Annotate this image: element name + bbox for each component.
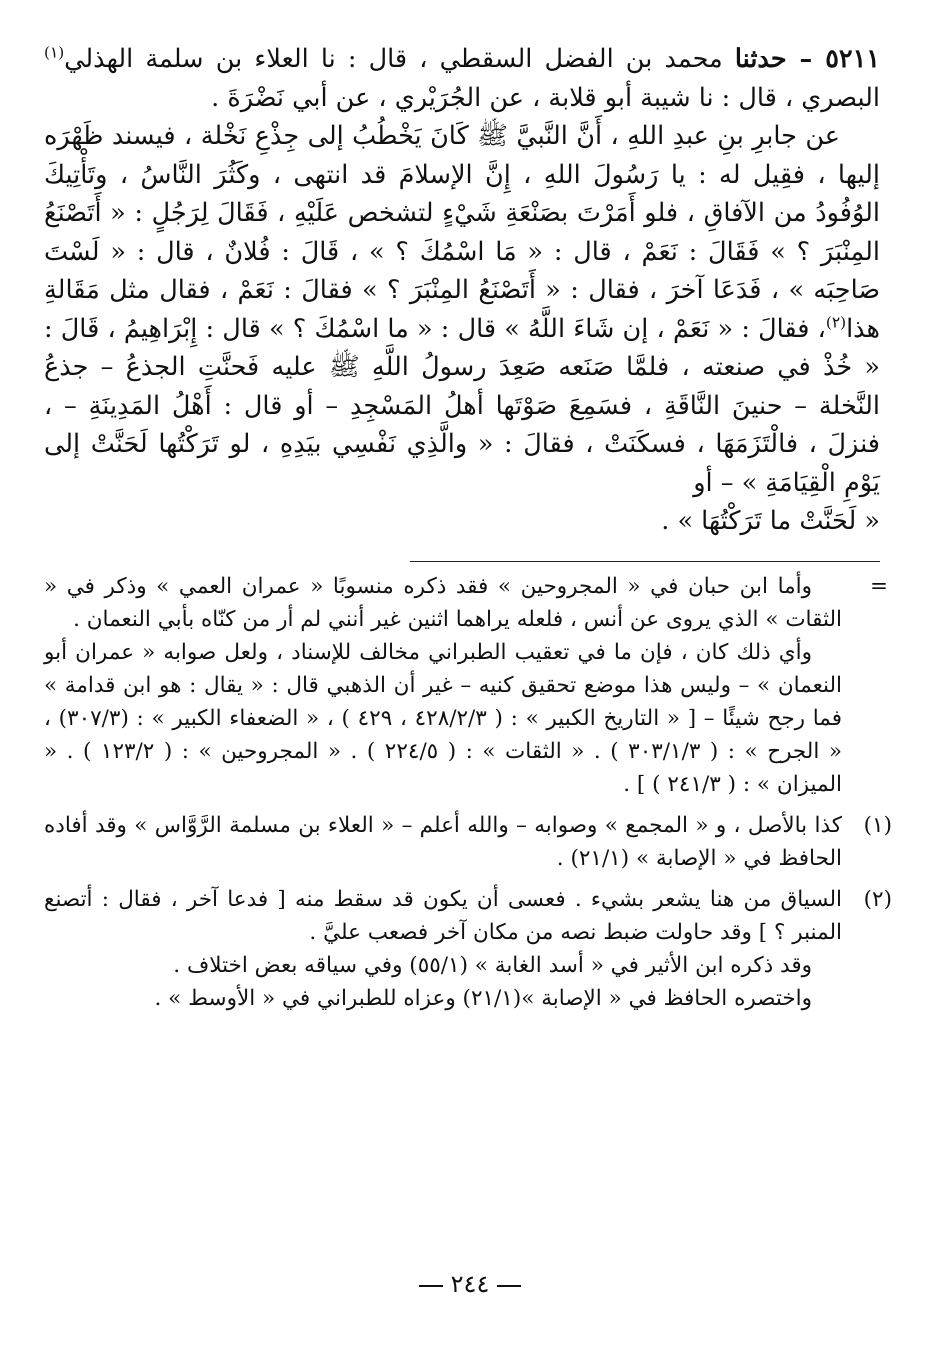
footnote-2-paragraph-2: وقد ذكره ابن الأثير في « أسد الغابة » (٥٥/١) وفي سياقه بعض اختلاف . xyxy=(173,952,812,978)
note-continuation-p2: وأي ذلك كان ، فإن ما في تعقيب الطبراني مخالف للإسناد ، ولعل صوابه « عمران أبو النعمان » – وليس هذا موضع تحقيق كنيه – غير أن الذهبي قال : « يقال : هو ابن قدامة » فما رجح شيئًا – [ « التاريخ الكبير » : ( ٤٢٨/٢/٣ ، ٤٢٩ ) ، « الضعفاء الكبير » : (٣٠٧/٣) ، « الجرح » : ( ٣٠٣/١/٣ ) . « الثقات » : ( ٢٢٤/٥ ) . « المجروحين » : ( ١٢٣/٢ ) . « الميزان » : ( ٢٤١/٣ ) ] . xyxy=(44,639,842,797)
isnad-part-2: البصري ، قال : نا شيبة أبو قلابة ، عن الجُرَيْري ، عن أبي نَضْرَةَ . xyxy=(211,82,880,113)
footnote-divider xyxy=(410,561,880,562)
hadith-text xyxy=(44,40,880,541)
matn-part-2: ، فقالَ : « نَعَمْ ، إن شَاءَ اللَّهُ » قال : « ما اسْمُكَ ؟ » قال : إِبْرَاهِيمُ ، قَالَ : « خُذْ في صنعته ، فلمَّا صَنَعه صَعِدَ رسولُ اللَّهِ ﷺ عليه فَحنَّتِ الجذعُ – جذعُ النَّخلة – حنينَ النَّاقَةِ ، فسَمِعَ صَوْتَها أهلُ المَسْجِدِ – أو قال : أَهْلُ المَدِينَةِ – ، فنزلَ ، فالْتَزَمَهَا ، فسكَنَتْ ، فقالَ : « والَّذِي نَفْسِي بيَدِهِ ، لو تَرَكْتُها لَحَنَّتْ إلى يَوْمِ الْقِيَامَةِ » – أو xyxy=(44,313,880,498)
matn-last-line: « لَحَنَّتْ ما تَرَكْتُهَا » . xyxy=(661,506,880,536)
hadith-number: ٥٢١١ xyxy=(825,44,880,74)
footnote-ref-1: (١) xyxy=(44,43,65,62)
continuation-mark: = xyxy=(869,573,888,599)
page-number-value: ٢٤٤ xyxy=(450,1270,490,1298)
document-page xyxy=(44,40,892,1015)
hadith-matn xyxy=(44,117,880,502)
footnote-2-text: السياق من هنا يشعر بشيء . فعسى أن يكون قد سقط منه [ فدعا آخر ، فقال : أتصنع المنبر ؟ ] وقد حاولت ضبط نصه من مكان آخر فصعب عليَّ . xyxy=(44,886,842,945)
footnotes xyxy=(44,570,892,1015)
footnote-1-text: كذا بالأصل ، و « المجمع » وصوابه – والله أعلم – « العلاء بن مسلمة الرَّوَّاس » وقد أفاده الحافظ في « الإصابة » (٢١/١) . xyxy=(44,812,842,871)
matn-part-1: عن جابرِ بنِ عبدِ اللهِ ، أَنَّ النَّبيَّ ﷺ كَانَ يَخْطُبُ إلى جِذْعِ نَخْلة ، فيسند ظَهْرَه إليها ، فقِيل له : يا رَسُولَ اللهِ ، إِنَّ الإسلامَ قد انتهى ، وكَثُرَ النَّاسُ ، وتَأْتِيكَ الوُفُودُ من الآفاقِ ، فلو أَمَرْتَ بصَنْعَةِ شَيْءٍ لتشخص عَلَيْهِ ، فَقَالَ لِرَجُلٍ : « أَتَصْنَعُ المِنْبَرَ ؟ » فَقَالَ : نَعَمْ ، قال : « مَا اسْمُكَ ؟ » ، قَالَ : فُلانٌ ، قال : « لَسْتَ صَاحِبَه » ، فَدَعَا آخرَ ، فقال : « أَتَصْنَعُ المِنْبَرَ ؟ » فقالَ : نَعَمْ ، فقال مثل مَقَالةِ هذا xyxy=(44,121,880,344)
note-continuation-p1: وأما ابن حبان في « المجروحين » فقد ذكره منسوبًا « عمران العمي » وذكر في « الثقات » الذي يروى عن أنس ، فلعله يراهما اثنين غير أنني لم أر من كنّاه بأبي النعمان . xyxy=(44,573,842,632)
haddathana-word: حدثنا xyxy=(734,44,787,74)
hadith-isnad xyxy=(44,40,880,117)
footnote-ref-2: (٢) xyxy=(825,313,847,331)
footnote-2 xyxy=(44,883,892,949)
hadith-dash: – xyxy=(786,44,826,74)
page-number-dash-left xyxy=(419,1285,443,1287)
page-number xyxy=(0,1270,940,1298)
footnote-2-number: (٢) xyxy=(863,886,892,912)
note-continuation xyxy=(44,570,888,801)
isnad-part-1: محمد بن الفضل السقطي ، قال : نا العلاء بن سلمة الهذلي xyxy=(64,44,735,74)
page-number-dash-right xyxy=(497,1285,521,1287)
footnote-1 xyxy=(44,809,892,875)
footnote-1-number: (١) xyxy=(863,812,892,838)
footnote-2-paragraph-3: واختصره الحافظ في « الإصابة »(٢١/١) وعزاه للطبراني في « الأوسط » . xyxy=(154,985,812,1011)
